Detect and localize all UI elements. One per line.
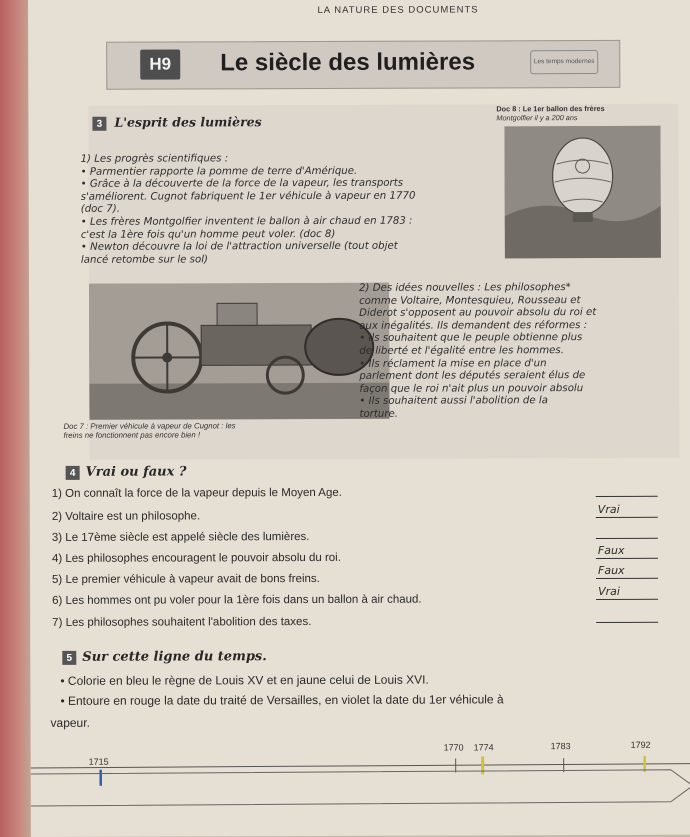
quiz-answer: Faux [597, 543, 625, 558]
timeline-instruction-1: • Colorie en bleu le règne de Louis XV et en jaune celui de Louis XVI. [60, 672, 429, 688]
timeline-strip [31, 750, 690, 837]
doc8-balloon-image [504, 126, 660, 259]
part1-line: lancé retombe sur le sol) [80, 254, 209, 266]
quiz-question: 6) Les hommes ont pu voler pour la 1ère fois dans un ballon à air chaud. [52, 593, 422, 607]
quiz-answer-field[interactable] [596, 524, 658, 539]
part2-line: de liberté et l'égalité entre les hommes. [359, 345, 564, 357]
part2-line: façon que le roi n'ait plus un pouvoir absolu [359, 382, 584, 395]
part2-line: aux inégalités. Ils demandent des réformes : [359, 319, 588, 332]
timeline-year-label: 1715 [88, 756, 109, 767]
part1-line: • Parmentier rapporte la pomme de terre d'Amérique. [80, 165, 358, 178]
part1-line: (doc 7). [80, 204, 120, 216]
quiz-question: 5) Le premier véhicule à vapeur avait de bons freins. [52, 572, 320, 586]
section-3-title: L'esprit des lumières [114, 114, 262, 130]
timeline-year-label: 1774 [473, 742, 494, 753]
quiz-answer-field[interactable] [596, 608, 658, 623]
quiz-answer: Vrai [598, 584, 620, 599]
montgolfier-balloon-illustration [504, 126, 660, 259]
timeline-instruction-2: • Entoure en rouge la date du traité de Versailles, en violet la date du 1er véhicule à [60, 692, 504, 708]
quiz-question: 2) Voltaire est un philosophe. [51, 510, 201, 523]
part2-line: Diderot s'opposent au pouvoir absolu du roi et [359, 307, 597, 320]
new-ideas-text [359, 282, 671, 422]
timeline-year-label: 1770 [443, 742, 464, 753]
doc7-caption-line2: freins ne fonctionnent pas encore bien ! [63, 430, 201, 440]
quiz-answer-field[interactable] [596, 482, 658, 497]
quiz-answer-field[interactable] [596, 585, 658, 600]
part1-line: s'améliorent. Cugnot fabriquent le 1er véhicule à vapeur en 1770 [80, 190, 416, 203]
part2-line: • Ils souhaitent aussi l'abolition de la [359, 395, 548, 408]
quiz-answer: Faux [597, 563, 625, 578]
timeline-year-label: 1792 [630, 739, 651, 750]
science-progress-text [81, 152, 511, 267]
section-5-number: 5 [62, 651, 76, 665]
quiz-answer-field[interactable] [596, 564, 658, 579]
quiz-question: 3) Le 17ème siècle est appelé siècle des lumières. [51, 531, 310, 544]
section-3-number: 3 [92, 117, 106, 131]
cugnot-steam-vehicle-illustration [89, 283, 389, 420]
doc8-caption-line2: Montgolfier il y a 200 ans [496, 113, 578, 123]
chapter-badge: H9 [140, 49, 180, 79]
section-4-title: Vrai ou faux ? [85, 464, 187, 480]
part2-line: parlement dont les députés seraient élus de [359, 370, 586, 383]
section-5-title: Sur cette ligne du temps. [82, 649, 267, 665]
quiz-answer-field[interactable] [596, 503, 658, 518]
part2-line: • Ils souhaitent que le peuple obtienne plus [359, 332, 583, 345]
part2-line: comme Voltaire, Montesquieu, Rousseau et [359, 294, 581, 307]
timeline-axis [31, 764, 690, 768]
part2-line: 2) Des idées nouvelles : Les philosophes* [358, 282, 571, 294]
quiz-answer: Vrai [597, 502, 620, 517]
part1-line: • Grâce à la découverte de la force de la vapeur, les transports [80, 177, 404, 191]
doc7-vehicle-image [89, 283, 389, 420]
part1-line: c'est la 1ère fois qu'un homme peut voler. (doc 8) [80, 228, 336, 241]
doc8-caption-line1: Doc 8 : Le 1er ballon des frères [496, 103, 605, 114]
timeline-instruction-2-continued: vapeur. [50, 715, 90, 730]
part2-line: torture. [359, 408, 399, 420]
part1-title: 1) Les progrès scientifiques : [80, 153, 229, 165]
document-top-title: LA NATURE DES DOCUMENTS [317, 4, 479, 16]
timeline-arrow-band [31, 770, 690, 806]
part2-line: • Ils réclament la mise en place d'un [359, 357, 547, 370]
quiz-question: 4) Les philosophes encouragent le pouvoir absolu du roi. [51, 551, 341, 565]
part1-line: • Les frères Montgolfier inventent le ballon à air chaud en 1783 : [80, 215, 413, 228]
part1-line: • Newton découvre la loi de l'attraction universelle (tout objet [80, 240, 398, 253]
chapter-title: Le siècle des lumières [220, 48, 476, 77]
quiz-answer-field[interactable] [596, 544, 658, 559]
worksheet-page [28, 0, 690, 837]
quiz-question: 1) On connaît la force de la vapeur depuis le Moyen Age. [51, 486, 342, 500]
period-tag: Les temps modernes [530, 50, 598, 74]
doc7-caption-line1: Doc 7 : Premier véhicule à vapeur de Cugnot : les [63, 421, 236, 431]
timeline-year-label: 1783 [550, 741, 571, 752]
section-4-number: 4 [66, 466, 80, 480]
quiz-question: 7) Les philosophes souhaitent l'abolition des taxes. [52, 616, 312, 629]
